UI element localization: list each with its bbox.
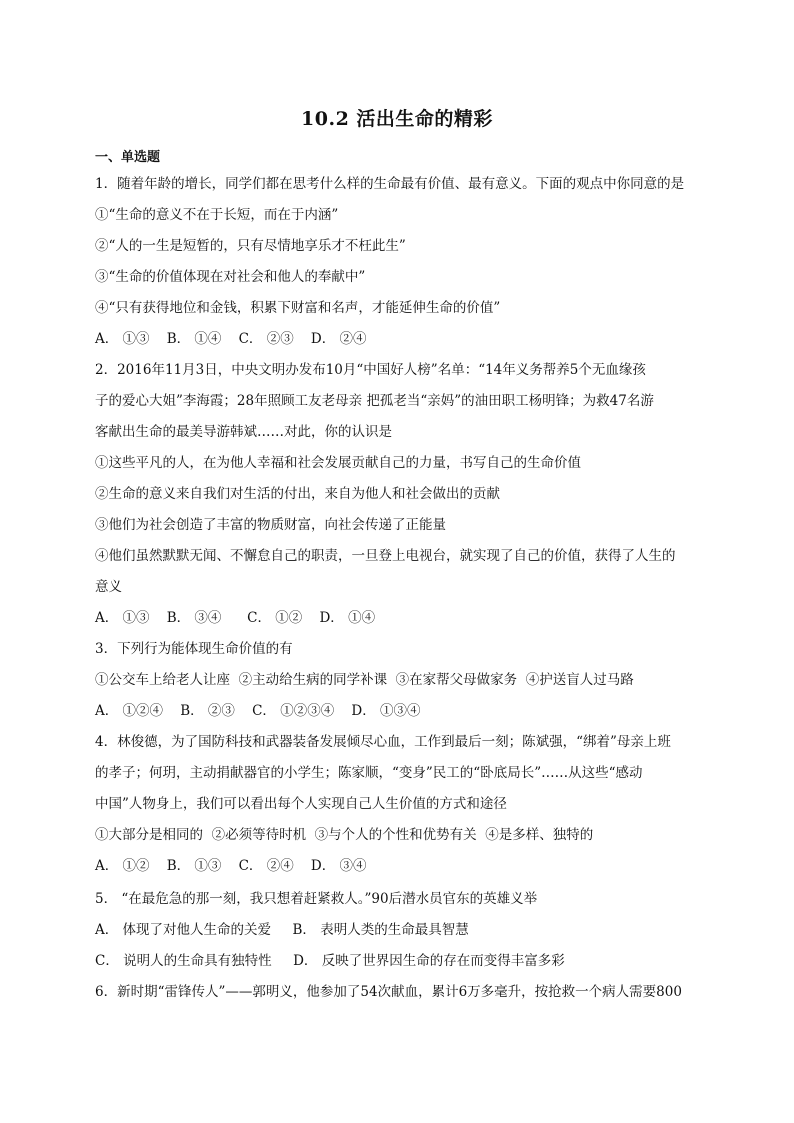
q2-item-4-cont: 意义	[95, 579, 122, 595]
q1-item-3: ③“生命的价值体现在对社会和他人的奉献中”	[95, 269, 366, 285]
q4-stem-line-2: 的孝子；何玥，主动捐献器官的小学生；陈家顺，“变身”民工的“卧底局长”……从这些“感动	[95, 765, 643, 781]
q4-options: A． ①② B． ①③ C． ②④ D． ③④	[95, 858, 367, 874]
q5-options-cd: C． 说明人的生命具有独特性 D． 反映了世界因生命的存在而变得丰富多彩	[95, 953, 565, 969]
q1-stem: 1．随着年龄的增长，同学们都在思考什么样的生命最有价值、最有意义。下面的观点中你同意的是	[95, 176, 685, 192]
q1-item-2: ②“人的一生是短暂的，只有尽情地享乐才不枉此生”	[95, 238, 406, 254]
q3-options: A． ①②④ B． ②③ C． ①②③④ D． ①③④	[95, 703, 421, 719]
q5-stem: 5． “在最危急的那一刻，我只想着赶紧救人。”90后潜水员官东的英雄义举	[95, 891, 538, 907]
q2-item-3: ③他们为社会创造了丰富的物质财富，向社会传递了正能量	[95, 517, 446, 533]
q2-stem-line-3: 客献出生命的最美导游韩斌……对此，你的认识是	[95, 424, 392, 440]
q4-items: ①大部分是相同的 ②必须等待时机 ③与个人的个性和优势有关 ④是多样、独特的	[95, 827, 594, 843]
q3-items: ①公交车上给老人让座 ②主动给生病的同学补课 ③在家帮父母做家务 ④护送盲人过马路	[95, 672, 634, 688]
q2-item-2: ②生命的意义来自我们对生活的付出，来自为他人和社会做出的贡献	[95, 486, 500, 502]
q1-options: A． ①③ B． ①④ C． ②③ D． ②④	[95, 331, 367, 347]
q6-stem: 6．新时期“雷锋传人”——郭明义，他参加了54次献血，累计6万多毫升，按抢救一个病人需要800	[95, 984, 682, 1000]
document-title: 10.2 活出生命的精彩	[301, 108, 493, 130]
q2-options: A． ①③ B． ③④ C． ①② D． ①④	[95, 610, 376, 626]
q2-item-1: ①这些平凡的人，在为他人幸福和社会发展贡献自己的力量，书写自己的生命价值	[95, 455, 581, 471]
q1-item-1: ①“生命的意义不在于长短，而在于内涵”	[95, 207, 339, 223]
q4-stem-line-1: 4．林俊德，为了国防科技和武器装备发展倾尽心血，工作到最后一刻；陈斌强，“绑着”母亲上班	[95, 734, 671, 750]
q4-stem-line-3: 中国”人物身上，我们可以看出每个人实现自己人生价值的方式和途径	[95, 796, 507, 812]
section-heading: 一、单选题	[95, 150, 161, 165]
q2-item-4: ④他们虽然默默无闻、不懈怠自己的职责，一旦登上电视台，就实现了自己的价值，获得了人生的	[95, 548, 676, 564]
q3-stem: 3．下列行为能体现生命价值的有	[95, 641, 293, 657]
q2-stem-line-2: 子的爱心大姐”李海霞；28年照顾工友老母亲 把孤老当“亲妈”的油田职工杨明锋；为救47名游	[95, 393, 654, 409]
q5-options-ab: A． 体现了对他人生命的关爱 B． 表明人类的生命最具智慧	[95, 922, 469, 938]
q2-stem-line-1: 2．2016年11月3日，中央文明办发布10月“中国好人榜”名单：“14年义务帮养5个无血缘孩	[95, 362, 646, 378]
q1-item-4: ④“只有获得地位和金钱，积累下财富和名声，才能延伸生命的价值”	[95, 300, 501, 316]
